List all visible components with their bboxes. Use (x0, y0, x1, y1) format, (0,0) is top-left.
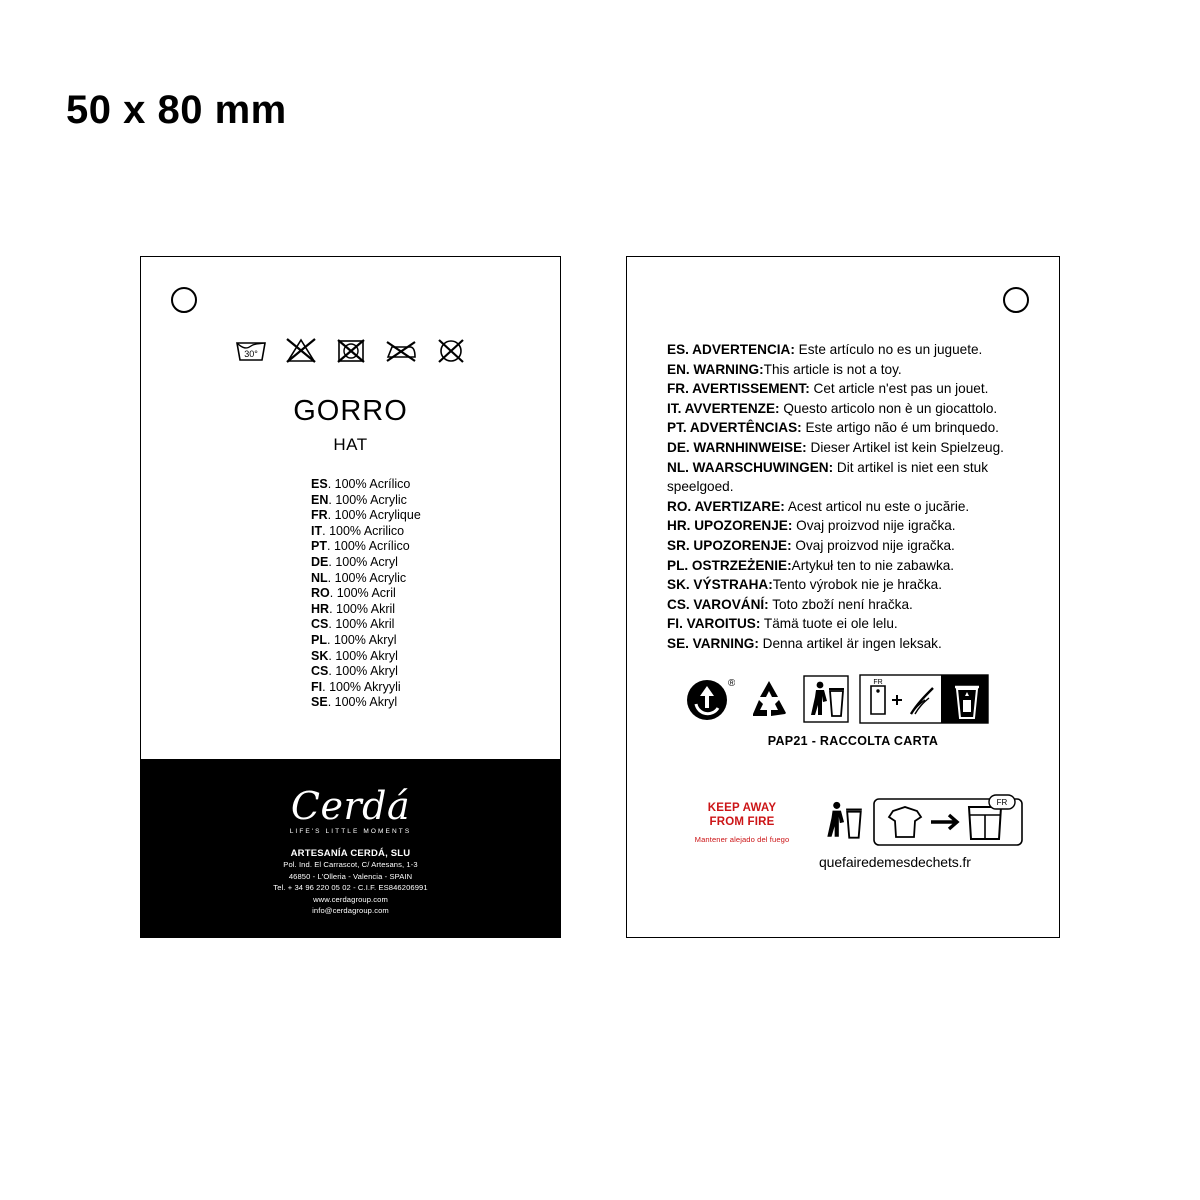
composition-value: 100% Acrylic (334, 570, 407, 585)
composition-language: SE (311, 695, 328, 710)
brand-address-line: Tel. + 34 96 220 05 02 - C.I.F. ES846206991 (273, 883, 428, 892)
warning-language: CS. VAROVÁNÍ: (667, 596, 769, 612)
composition-language: HR (311, 601, 330, 616)
composition-value: 100% Acryl (335, 554, 398, 569)
do-not-tumble-dry-icon (333, 335, 369, 365)
composition-row: IT. 100% Acrilico (311, 523, 405, 538)
composition-value: 100% Acrílico (334, 477, 411, 491)
label-back-card (626, 256, 1060, 938)
brand-website: www.cerdagroup.com (313, 894, 388, 904)
tidyman-bin-icon (803, 675, 849, 728)
label-front-card (140, 256, 561, 938)
composition-language: SK (311, 648, 329, 663)
warning-row (667, 379, 1035, 399)
composition-value: 100% Akryyli (329, 679, 401, 694)
punch-hole-icon (1003, 287, 1029, 313)
composition-value: 100% Acrylique (334, 508, 421, 523)
composition-row: SK. 100% Akryl (311, 648, 398, 663)
composition-row: FI. 100% Akryyli (311, 679, 401, 694)
tidyman-bin-icon (819, 794, 867, 851)
warning-row (667, 360, 1035, 380)
composition-value: 100% Akril (335, 617, 395, 632)
composition-language: IT (311, 523, 323, 538)
warning-text: Toto zboží není hračka. (768, 596, 913, 612)
svg-text:FR: FR (996, 797, 1008, 807)
composition-language: PT (311, 539, 327, 554)
composition-row: CS. 100% Akryl (311, 664, 398, 679)
composition-value: 100% Acrilico (329, 523, 405, 538)
warnings-list (667, 340, 1035, 654)
composition-language: ES (311, 477, 328, 491)
warning-text: Ovaj proizvod nije igračka. (791, 537, 955, 553)
warning-language: SE. VARNING: (667, 635, 759, 651)
composition-language: FI (311, 679, 323, 694)
fire-warning-block (687, 802, 797, 844)
warning-row (667, 536, 1035, 556)
brand-address-block (141, 859, 560, 917)
warning-row (667, 418, 1035, 438)
composition-row: PT. 100% Acrílico (311, 539, 410, 554)
composition-language: RO (311, 586, 330, 601)
fr-textile-container-icon (873, 793, 1023, 852)
brand-footer (141, 759, 560, 937)
composition-row: NL. 100% Acrylic (311, 570, 407, 585)
composition-row: PL. 100% Akryl (311, 632, 397, 647)
warning-language: HR. UPOZORENJE: (667, 518, 793, 534)
warning-text: Tämä tuote ei ole lelu. (760, 616, 898, 632)
warning-row (667, 595, 1035, 615)
warning-row (667, 340, 1035, 360)
recycling-caption: PAP21 - RACCOLTA CARTA (767, 734, 939, 748)
svg-text:30°: 30° (243, 349, 258, 359)
warning-language: FI. VAROITUS: (667, 616, 761, 632)
composition-language: PL (311, 632, 327, 647)
fr-triman-sorting-icon (859, 674, 989, 729)
warning-text: Questo articolo non è un giocattolo. (779, 400, 998, 416)
warning-language: SR. UPOZORENJE: (667, 537, 792, 553)
composition-row: DE. 100% Acryl (311, 554, 398, 569)
care-symbols-row (141, 335, 560, 365)
punch-hole-icon (171, 287, 197, 313)
warning-row (667, 516, 1035, 536)
composition-row: EN. 100% Acrylic (311, 492, 407, 507)
resy-recycling-icon (683, 674, 735, 729)
do-not-bleach-icon (283, 335, 319, 365)
brand-address-line: 46850 - L'Olleria - Valencia - SPAIN (288, 871, 413, 881)
composition-value: 100% Acrylic (335, 492, 407, 507)
composition-row: SE. 100% Akryl (311, 695, 398, 710)
triman-url: quefairedemesdechets.fr (819, 854, 971, 870)
warning-language: ES. ADVERTENCIA: (667, 342, 795, 357)
fire-warning-line1: KEEP AWAY (707, 802, 777, 814)
warning-language: FR. AVERTISSEMENT: (667, 381, 810, 397)
warning-language: PL. OSTRZEŻENIE: (667, 557, 792, 573)
warning-row (667, 458, 1035, 497)
warning-language: DE. WARNHINWEISE: (667, 439, 807, 455)
warning-row (667, 556, 1035, 576)
composition-row: RO. 100% Acril (311, 586, 396, 601)
warning-text: Este artículo no es un juguete. (794, 342, 983, 357)
wash-30-icon (233, 335, 269, 365)
warning-row (667, 634, 1035, 654)
product-subtitle: HAT (333, 435, 368, 454)
composition-language: CS (311, 617, 329, 632)
composition-value: 100% Akryl (335, 664, 398, 679)
warning-text: Denna artikel är ingen leksak. (758, 635, 942, 651)
warning-language: RO. AVERTIZARE: (667, 498, 785, 514)
warning-language: IT. AVVERTENZE: (667, 400, 780, 416)
warning-text: Este artigo não é um brinquedo. (801, 420, 999, 436)
composition-value: 100% Acrílico (333, 539, 410, 554)
mobius-loop-recycling-icon (745, 676, 793, 727)
brand-logo: Cerdá (290, 784, 411, 828)
composition-list (311, 477, 421, 711)
warning-text: This article is not a toy. (763, 361, 902, 377)
composition-row: HR. 100% Akril (311, 601, 396, 616)
composition-language: NL (311, 570, 328, 585)
warning-text: Dit artikel is niet een stuk speelgoed. (667, 459, 989, 495)
composition-value: 100% Acril (336, 586, 396, 601)
composition-row: ES. 100% Acrílico (311, 477, 411, 491)
warning-text: Tento výrobok nie je hračka. (772, 577, 943, 593)
composition-value: 100% Akril (336, 601, 396, 616)
warning-text: Cet article n'est pas un jouet. (809, 381, 989, 397)
recycling-icons-row (683, 675, 1023, 727)
composition-row: FR. 100% Acrylique (311, 508, 421, 523)
composition-value: 100% Akryl (333, 632, 397, 647)
fire-warning-subtitle: Mantener alejado del fuego (694, 835, 790, 844)
warning-row (667, 438, 1035, 458)
warning-language: PT. ADVERTÊNCIAS: (667, 420, 802, 436)
warning-row (667, 497, 1035, 517)
composition-value: 100% Akryl (335, 648, 398, 663)
composition-language: DE (311, 554, 329, 569)
brand-email: info@cerdagroup.com (312, 906, 389, 915)
brand-company: ARTESANÍA CERDÁ, SLU (290, 848, 411, 859)
product-title: GORRO (293, 395, 408, 427)
warning-text: Acest articol nu este o jucărie. (784, 498, 970, 514)
svg-text:FR: FR (873, 678, 883, 686)
warning-language: EN. WARNING: (667, 361, 764, 377)
fire-warning-line2: FROM FIRE (709, 815, 775, 828)
do-not-dry-clean-icon (433, 335, 469, 365)
warning-text: Dieser Artikel ist kein Spielzeug. (806, 439, 1004, 455)
warning-row (667, 614, 1035, 634)
do-not-iron-icon (383, 335, 419, 365)
warning-text: Artykuł ten to nie zabawka. (791, 557, 955, 573)
warning-row (667, 575, 1035, 595)
warning-row (667, 399, 1035, 419)
triman-block (819, 794, 1039, 870)
composition-value: 100% Akryl (334, 695, 398, 710)
triman-icons-row (819, 794, 1039, 850)
brand-address-line: Pol. Ind. El Carrascot, C/ Artesans, 1-3 (283, 860, 418, 869)
recycling-block (683, 675, 1023, 748)
composition-language: EN (311, 492, 329, 507)
warning-language: NL. WAARSCHUWINGEN: (667, 459, 834, 475)
brand-tagline: LIFE'S LITTLE MOMENTS (289, 828, 412, 835)
composition-row: CS. 100% Akril (311, 617, 395, 632)
svg-text:®: ® (728, 677, 735, 689)
warning-text: Ovaj proizvod nije igračka. (792, 518, 956, 534)
warning-language: SK. VÝSTRAHA: (667, 577, 773, 593)
page-title: 50 x 80 mm (66, 88, 287, 132)
composition-language: CS (311, 664, 329, 679)
composition-language: FR (311, 508, 328, 523)
